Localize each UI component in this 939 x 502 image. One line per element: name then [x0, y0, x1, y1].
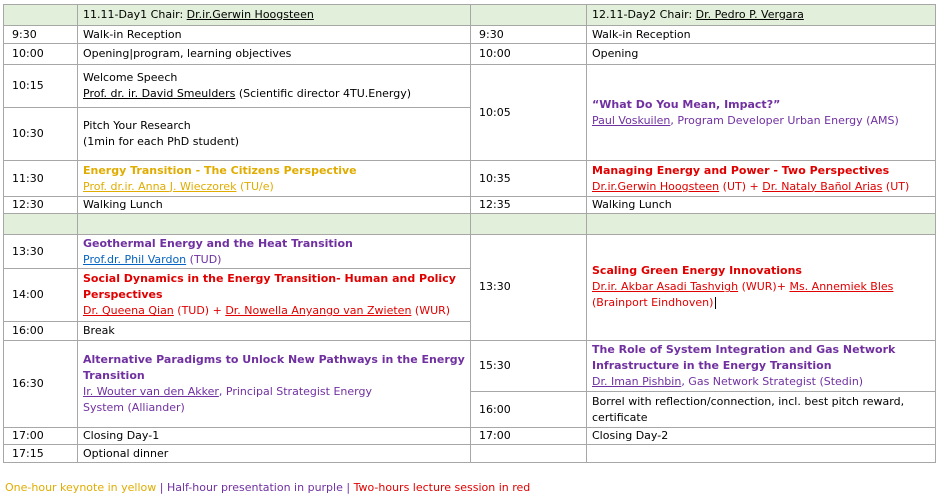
time-cell: 10:05: [471, 65, 587, 161]
time-cell: 10:00: [471, 44, 587, 65]
speaker-link[interactable]: Prof.dr. Phil Vardon: [83, 252, 187, 266]
time-cell: 13:30: [4, 234, 78, 268]
session-cell: [587, 161, 936, 196]
session-cell: Walk-in Reception: [587, 25, 936, 44]
speaker-link[interactable]: Dr. Nataly Bañol Arias: [762, 179, 883, 193]
session-cell: [78, 107, 471, 161]
header-row: [4, 5, 936, 26]
time-cell: 17:00: [4, 427, 78, 445]
session-title: Welcome Speech: [83, 70, 178, 84]
session-cell: [78, 234, 471, 268]
table-row: [4, 44, 936, 65]
session-cell: [78, 65, 471, 107]
session-title-continued: certificate: [592, 410, 648, 424]
session-cell: Walking Lunch: [78, 196, 471, 214]
table-row: [4, 196, 936, 214]
table-row: [4, 161, 936, 196]
speaker-affiliation: , Gas Network Strategist (Stedin): [681, 375, 864, 389]
time-cell: 11:30: [4, 161, 78, 196]
session-title: Pitch Your Research: [83, 118, 191, 132]
session-title-continued: Infrastructure in the Energy Transition: [592, 359, 832, 373]
time-cell: 14:00: [4, 269, 78, 322]
session-cell: [78, 340, 471, 427]
time-cell: 9:30: [4, 25, 78, 44]
speaker-affiliation: (UT): [882, 179, 910, 193]
time-cell: 12:30: [4, 196, 78, 214]
empty-cell: [587, 445, 936, 463]
time-cell: 13:30: [471, 234, 587, 340]
speaker-link[interactable]: Ms. Annemiek Bles: [789, 280, 894, 294]
separator-cell: [471, 214, 587, 235]
separator-row: [4, 214, 936, 235]
day2-chair-link[interactable]: Dr. Pedro P. Vergara: [695, 7, 804, 21]
time-cell: 16:30: [4, 340, 78, 427]
time-cell: 15:30: [471, 340, 587, 392]
session-cell: [78, 161, 471, 196]
speaker-link[interactable]: Paul Voskuilen: [592, 113, 671, 127]
speaker-affiliation: (TUD) +: [173, 304, 226, 318]
day1-chair-link[interactable]: Dr.ir.Gerwin Hoogsteen: [186, 7, 314, 21]
session-title: Energy Transition - The Citizens Perspective: [83, 163, 357, 177]
speaker-link[interactable]: Dr. Nowella Anyango van Zwieten: [225, 304, 412, 318]
legend-separator: |: [156, 481, 167, 494]
session-cell: [587, 340, 936, 392]
separator-cell: [78, 214, 471, 235]
session-cell: [587, 392, 936, 427]
table-row: [4, 65, 936, 107]
time-cell: 16:00: [4, 322, 78, 341]
table-row: [4, 234, 936, 268]
speaker-affiliation: , Principal Strategist Energy: [218, 384, 372, 398]
speaker-affiliation: (TU/e): [236, 179, 274, 193]
speaker-affiliation: (Scientific director 4TU.Energy): [235, 86, 412, 100]
session-cell: Break: [78, 322, 471, 341]
session-cell: Walking Lunch: [587, 196, 936, 214]
speaker-link[interactable]: Dr.ir.Gerwin Hoogsteen: [592, 179, 720, 193]
empty-cell: [471, 445, 587, 463]
time-cell: 17:15: [4, 445, 78, 463]
header-empty-cell: [471, 5, 587, 26]
color-legend: [5, 481, 530, 494]
session-cell: [78, 269, 471, 322]
session-title: Scaling Green Energy Innovations: [592, 264, 802, 278]
separator-cell: [587, 214, 936, 235]
time-cell: 16:00: [471, 392, 587, 427]
session-title: Social Dynamics in the Energy Transition- Human and Policy: [83, 272, 456, 286]
legend-separator: |: [342, 481, 354, 494]
legend-keynote: One-hour keynote in yellow: [5, 481, 157, 494]
session-cell: Walk-in Reception: [78, 25, 471, 44]
header-empty-cell: [4, 5, 78, 26]
session-cell: Closing Day-2: [587, 427, 936, 445]
speaker-affiliation: (WUR)+: [738, 280, 790, 294]
speaker-affiliation: , Program Developer Urban Energy (AMS): [670, 113, 899, 127]
day2-header-label: 12.11-Day2 Chair:: [592, 7, 696, 21]
time-cell: 10:30: [4, 107, 78, 161]
speaker-affiliation: (UT) +: [719, 179, 763, 193]
separator-cell: [4, 214, 78, 235]
session-cell: [587, 234, 936, 340]
table-row: [4, 25, 936, 44]
day1-header-label: 11.11-Day1 Chair:: [83, 7, 187, 21]
speaker-link[interactable]: Prof. dr. ir. David Smeulders: [83, 86, 236, 100]
schedule-table: [3, 4, 936, 463]
speaker-affiliation-continued: System (Alliander): [83, 400, 185, 414]
session-title: Geothermal Energy and the Heat Transition: [83, 236, 353, 250]
session-cell: Opening: [587, 44, 936, 65]
session-cell: Closing Day-1: [78, 427, 471, 445]
session-title: Alternative Paradigms to Unlock New Pathways in the Energy: [83, 352, 465, 366]
speaker-link[interactable]: Dr. Queena Qian: [83, 304, 174, 318]
session-title: “What Do You Mean, Impact?”: [592, 97, 781, 111]
table-row: [4, 445, 936, 463]
speaker-affiliation: (Brainport Eindhoven): [592, 296, 714, 310]
session-cell: [587, 65, 936, 161]
text-cursor: [715, 297, 716, 309]
time-cell: 10:15: [4, 65, 78, 107]
table-row: [4, 427, 936, 445]
time-cell: 9:30: [471, 25, 587, 44]
speaker-affiliation: (TUD): [186, 252, 222, 266]
session-cell: Optional dinner: [78, 445, 471, 463]
session-title: The Role of System Integration and Gas Network: [592, 343, 896, 357]
speaker-link[interactable]: Prof. dr.ir. Anna J. Wieczorek: [83, 179, 237, 193]
session-title-continued: Transition: [83, 368, 145, 382]
session-cell: Opening|program, learning objectives: [78, 44, 471, 65]
speaker-link[interactable]: Dr.ir. Akbar Asadi Tashvigh: [592, 280, 739, 294]
session-title-continued: Perspectives: [83, 288, 163, 302]
day2-header: [587, 5, 936, 26]
speaker-link[interactable]: Ir. Wouter van den Akker: [83, 384, 219, 398]
legend-presentation: Half-hour presentation in purple: [166, 481, 343, 494]
session-title: Managing Energy and Power - Two Perspectives: [592, 163, 890, 177]
session-note: (1min for each PhD student): [83, 134, 240, 148]
time-cell: 17:00: [471, 427, 587, 445]
speaker-affiliation: (WUR): [411, 304, 451, 318]
legend-lecture: Two-hours lecture session in red: [353, 481, 531, 494]
day1-header: [78, 5, 471, 26]
time-cell: 10:00: [4, 44, 78, 65]
time-cell: 12:35: [471, 196, 587, 214]
time-cell: 10:35: [471, 161, 587, 196]
session-title: Borrel with reflection/connection, incl. best pitch reward,: [592, 394, 905, 408]
speaker-link[interactable]: Dr. Iman Pishbin: [592, 375, 682, 389]
table-row: [4, 340, 936, 392]
